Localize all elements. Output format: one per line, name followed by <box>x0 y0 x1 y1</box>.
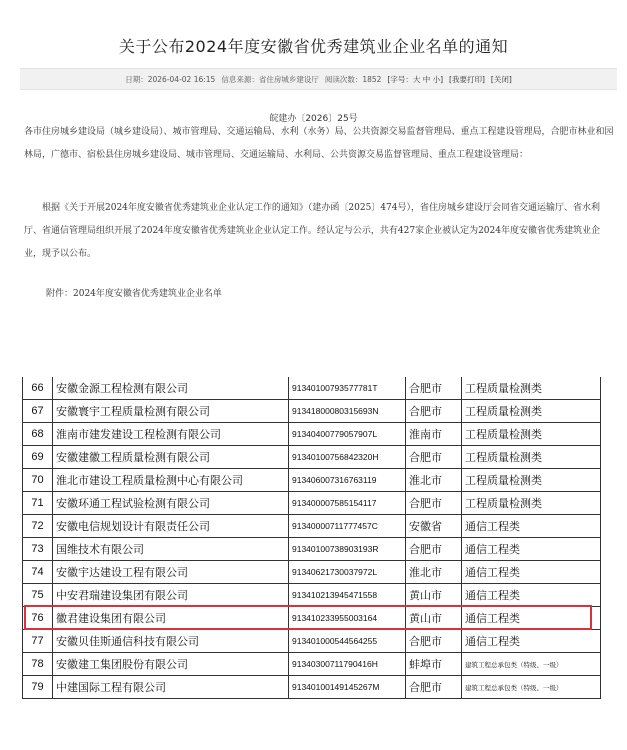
category-cell: 工程质量检测类 <box>462 446 601 469</box>
row-number-cell: 69 <box>23 446 53 469</box>
company-name-cell: 淮南市建发建设工程检测有限公司 <box>53 423 289 446</box>
table-row <box>23 538 601 561</box>
view-count-label <box>325 74 382 85</box>
company-name-cell: 安徽电信规划设计有限责任公司 <box>53 515 289 538</box>
table-row <box>23 423 601 446</box>
font-size-switch[interactable]: [字号：大 中 小] <box>387 74 444 84</box>
table-row <box>23 400 601 423</box>
views-label: 阅读次数： <box>324 74 363 84</box>
company-name-cell: 中建国际工程有限公司 <box>53 676 289 699</box>
city-cell: 合肥市 <box>406 630 462 653</box>
table-row <box>23 561 601 584</box>
recipients-paragraph: 各市住房城乡建设局（城乡建设局）、城市管理局、交通运输局、水利（水务）局、公共资源交易监督管理局、重点工程建设管理局，合肥市林业和园林局，广德市、宿松县住房城乡建设局、城市管理局、交通运输局、水利局、公共资源交易监督管理局、重点工程建设管理局： <box>24 127 614 160</box>
company-name-cell: 安徽宇达建设工程有限公司 <box>53 561 289 584</box>
row-number-cell: 66 <box>23 377 53 400</box>
row-number-cell: 70 <box>23 469 53 492</box>
category-cell: 通信工程类 <box>462 561 601 584</box>
table-row <box>23 446 601 469</box>
credit-code-cell: 91340100756842320H <box>289 446 406 469</box>
table-row <box>23 607 601 630</box>
category-cell: 通信工程类 <box>462 538 601 561</box>
table-row <box>23 653 601 676</box>
city-cell: 合肥市 <box>406 676 462 699</box>
city-cell: 蚌埠市 <box>406 653 462 676</box>
category-cell: 工程质量检测类 <box>462 423 601 446</box>
credit-code-cell: 91341800080315693N <box>289 400 406 423</box>
category-cell: 工程质量检测类 <box>462 492 601 515</box>
city-cell: 淮南市 <box>406 423 462 446</box>
credit-code-cell: 91340100738903193R <box>289 538 406 561</box>
city-cell: 黄山市 <box>406 607 462 630</box>
print-link[interactable]: [我要打印] <box>449 74 485 84</box>
credit-code-cell: 913410213945471558 <box>289 584 406 607</box>
company-name-cell: 安徽建徽工程质量检测有限公司 <box>53 446 289 469</box>
credit-code-cell: 91340400779057907L <box>289 423 406 446</box>
category-cell: 工程质量检测类 <box>462 377 601 400</box>
body-paragraph: 根据《关于开展2024年度安徽省优秀建筑业企业认定工作的通知》（建办函〔2025〕474号），省住房城乡建设厅会同省交通运输厅、省水利厅、省通信管理局组织开展了2024年度安徽省优秀建筑业企业认定工作。经认定与公示，共有427家企业被认定为2024年度安徽省优秀建筑业企业，现予以公布。 <box>24 203 600 259</box>
views-count: 1852 <box>362 74 382 84</box>
row-number-cell: 76 <box>23 607 53 630</box>
category-cell: 通信工程类 <box>462 515 601 538</box>
category-cell: 建筑工程总承包类（特级、一级） <box>462 653 601 676</box>
company-name-cell: 安徽建工集团股份有限公司 <box>53 653 289 676</box>
row-number-cell: 73 <box>23 538 53 561</box>
city-cell: 淮北市 <box>406 561 462 584</box>
publish-date: 日期：2026-04-02 16:15 <box>125 74 216 84</box>
credit-code-cell: 91340300711790416H <box>289 653 406 676</box>
city-cell: 安徽省 <box>406 515 462 538</box>
enterprise-table <box>22 377 600 699</box>
document-number: 皖建办〔2026〕25号 <box>269 114 358 124</box>
table-row <box>23 676 601 699</box>
row-number-cell: 77 <box>23 630 53 653</box>
company-name-cell: 淮北市建设工程质量检测中心有限公司 <box>53 469 289 492</box>
credit-code-cell: 913400007117774​57C <box>289 515 406 538</box>
city-cell: 黄山市 <box>406 584 462 607</box>
city-cell: 合肥市 <box>406 446 462 469</box>
city-cell: 合肥市 <box>406 538 462 561</box>
city-cell: 淮北市 <box>406 469 462 492</box>
table-row <box>23 469 601 492</box>
credit-code-cell: 91340621730037972L <box>289 561 406 584</box>
row-number-cell: 78 <box>23 653 53 676</box>
company-name-cell: 国维技术有限公司 <box>53 538 289 561</box>
row-number-cell: 75 <box>23 584 53 607</box>
category-cell: 建筑工程总承包类（特级、一级） <box>462 676 601 699</box>
row-number-cell: 71 <box>23 492 53 515</box>
row-number-cell: 67 <box>23 400 53 423</box>
attachment-line: 附件：2024年度安徽省优秀建筑业企业名单 <box>46 289 222 299</box>
company-name-cell: 中安君瑞建设集团有限公司 <box>53 584 289 607</box>
table-row <box>23 584 601 607</box>
article-title: 关于公布2024年度安徽省优秀建筑业企业名单的通知 <box>118 37 509 56</box>
row-number-cell: 68 <box>23 423 53 446</box>
article-meta-bar <box>20 68 617 90</box>
row-number-cell: 72 <box>23 515 53 538</box>
table-row <box>23 377 601 400</box>
category-cell: 工程质量检测类 <box>462 400 601 423</box>
city-cell: 合肥市 <box>406 492 462 515</box>
company-name-cell: 安徽金源工程检测有限公司 <box>53 377 289 400</box>
credit-code-cell: 913410233955003164 <box>289 607 406 630</box>
table-row <box>23 630 601 653</box>
info-source: 信息来源：省住房城乡建设厅 <box>221 74 319 84</box>
row-number-cell: 79 <box>23 676 53 699</box>
city-cell: 合肥市 <box>406 400 462 423</box>
credit-code-cell: 91340100793577781T <box>289 377 406 400</box>
credit-code-cell: 91340100054456425​5 <box>289 630 406 653</box>
category-cell: 工程质量检测类 <box>462 469 601 492</box>
category-cell: 通信工程类 <box>462 607 601 630</box>
company-name-cell: 安徽贝佳斯通信科技有限公司 <box>53 630 289 653</box>
company-name-cell: 安徽寰宇工程质量检测有限公司 <box>53 400 289 423</box>
table-row <box>23 515 601 538</box>
company-name-cell: 徽君建设集团有限公司 <box>53 607 289 630</box>
credit-code-cell: 91340000758515411​7 <box>289 492 406 515</box>
credit-code-cell: 91340600731676311​9 <box>289 469 406 492</box>
city-cell: 合肥市 <box>406 377 462 400</box>
category-cell: 通信工程类 <box>462 584 601 607</box>
category-cell: 通信工程类 <box>462 630 601 653</box>
table-row <box>23 492 601 515</box>
close-link[interactable]: [关闭] <box>490 74 512 84</box>
company-name-cell: 安徽环通工程试验检测有限公司 <box>53 492 289 515</box>
credit-code-cell: 91340100149145267M <box>289 676 406 699</box>
row-number-cell: 74 <box>23 561 53 584</box>
